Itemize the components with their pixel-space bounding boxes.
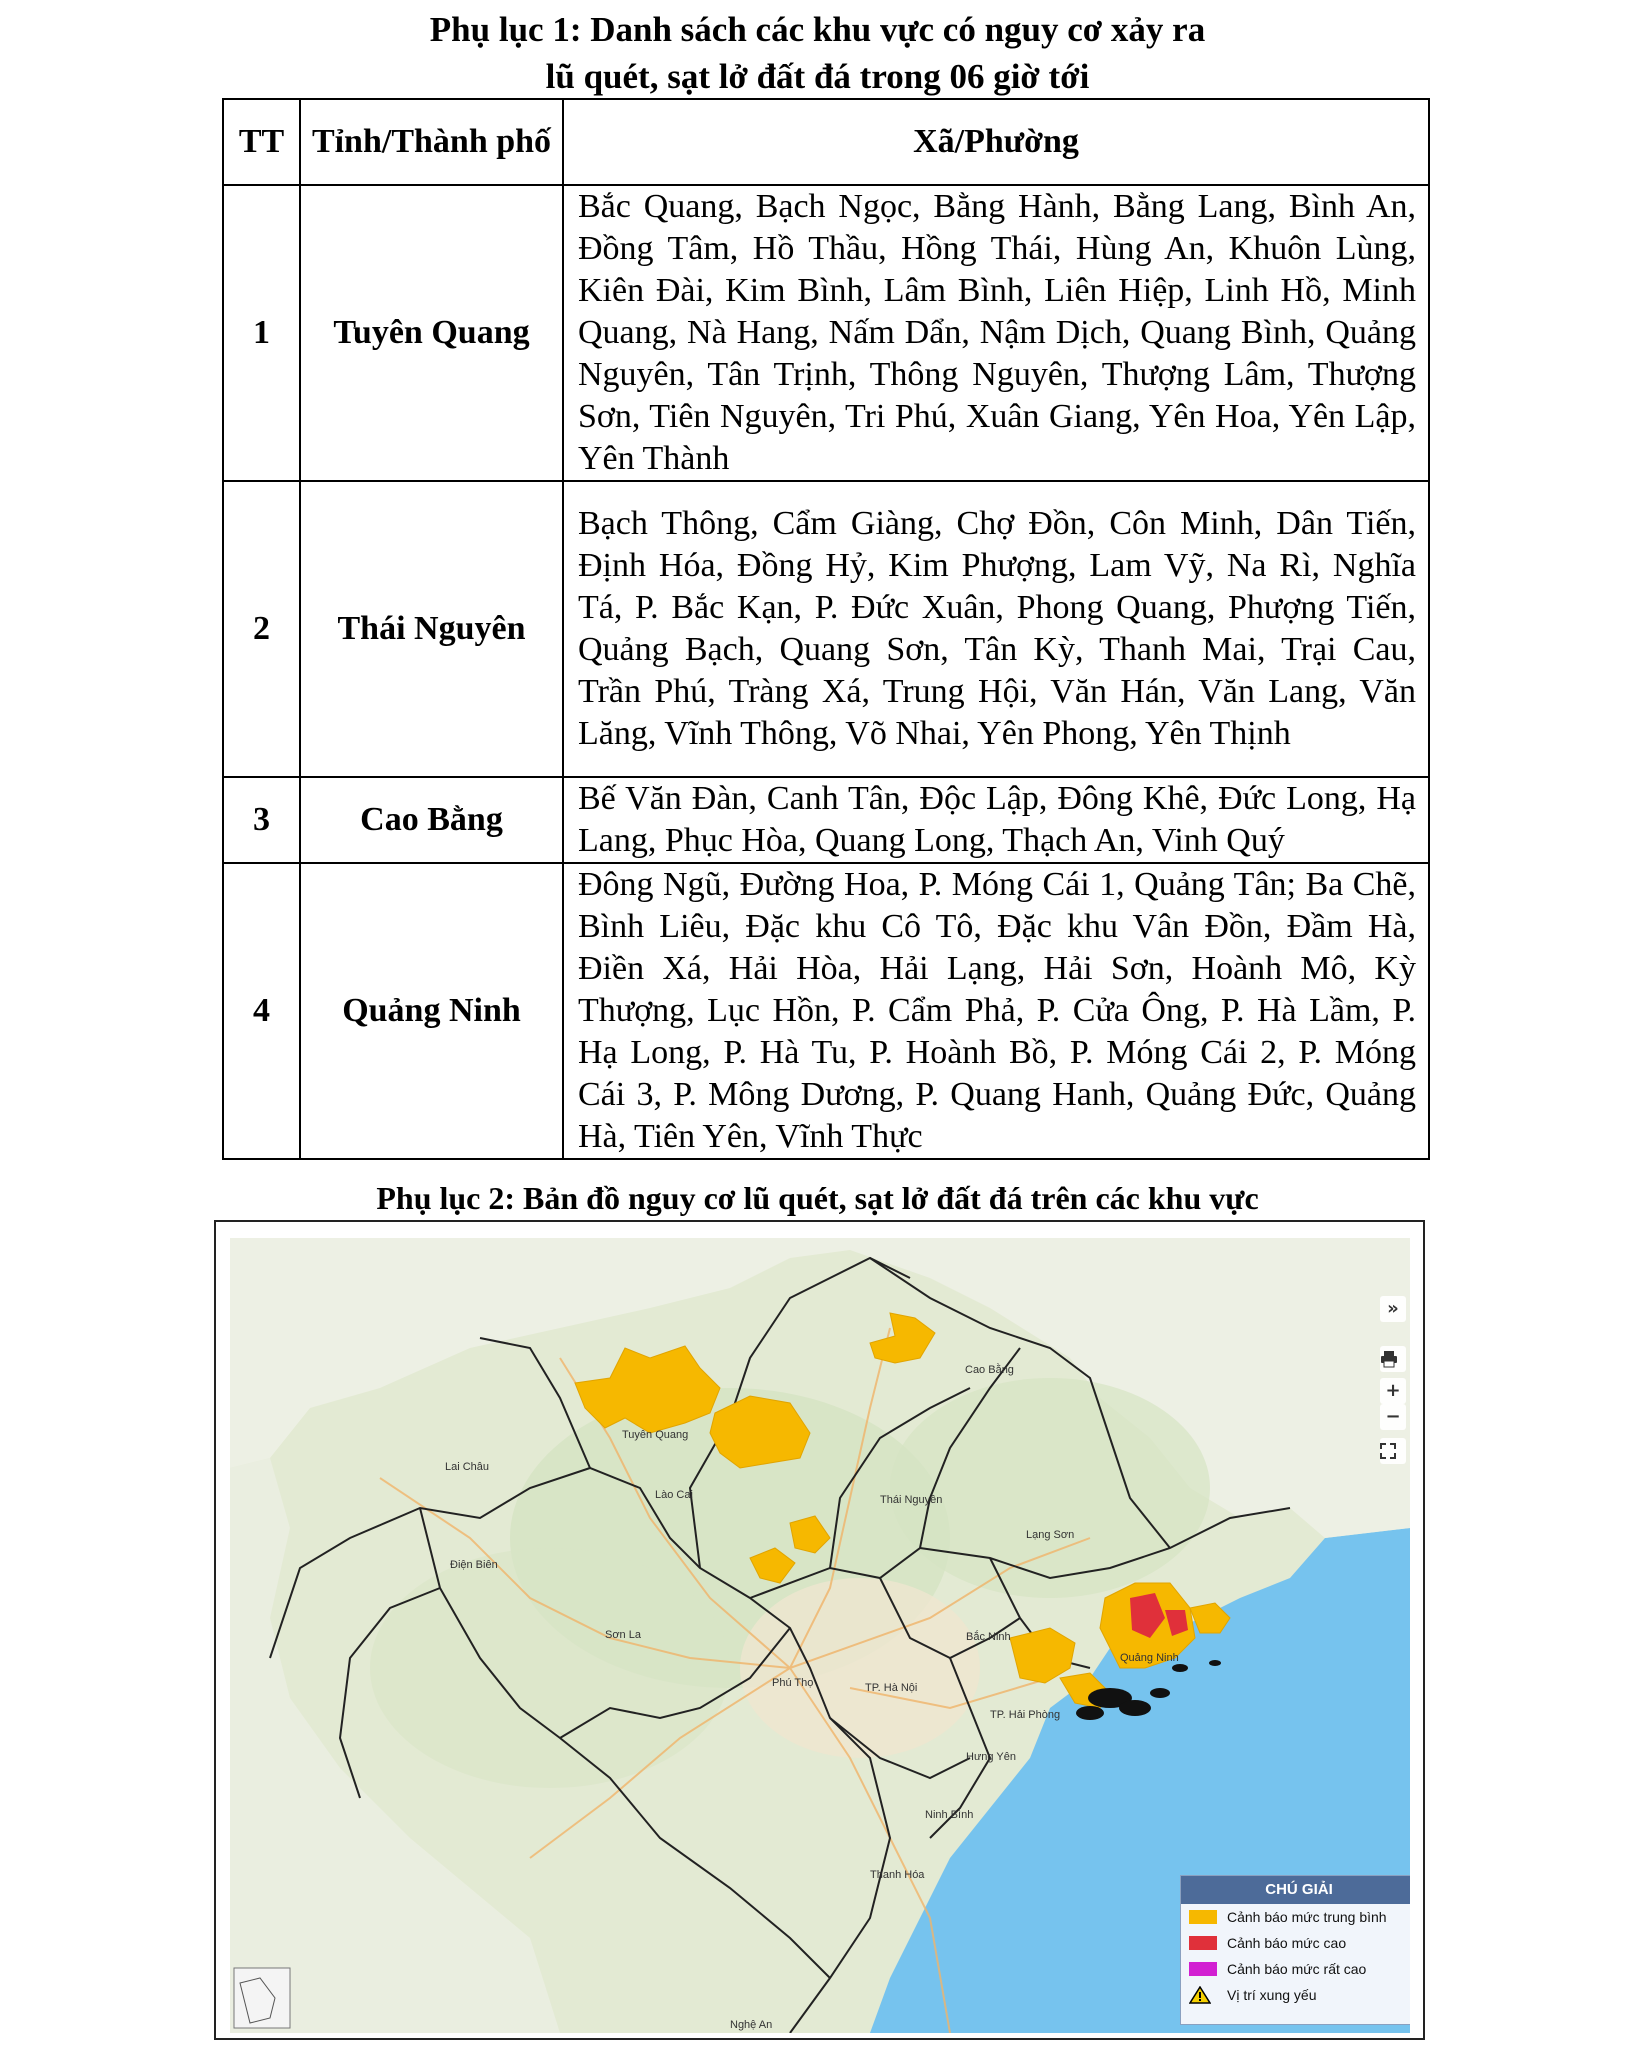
label-son-la: Sơn La <box>605 1629 641 1641</box>
map-legend <box>1180 1875 1410 2025</box>
row-number: 2 <box>223 481 300 777</box>
header-communes: Xã/Phường <box>563 99 1429 185</box>
label-thai-nguyen: Thái Nguyên <box>880 1494 943 1506</box>
label-thanh-hoa: Thanh Hóa <box>870 1869 925 1881</box>
legend-item-medium <box>1181 1904 1410 1930</box>
overview-minimap <box>234 1968 290 2028</box>
annex1-title-line1: Phụ lục 1: Danh sách các khu vực có nguy cơ xảy ra <box>429 10 1206 49</box>
header-province: Tỉnh/Thành phố <box>300 99 563 185</box>
row-number: 1 <box>223 185 300 481</box>
table-row <box>223 481 1429 777</box>
row-communes: Bắc Quang, Bạch Ngọc, Bằng Hành, Bằng Lang, Bình An, Đồng Tâm, Hồ Thầu, Hồng Thái, Hùng An, Khuôn Lùng, Kiên Đài, Kim Bình, Lâm Bình, Liên Hiệp, Linh Hồ, Minh Quang, Nà Hang, Nấm Dẩn, Nậm Dịch, Quang Bình, Quảng Nguyên, Tân Trịnh, Thông Nguyên, Thượng Lâm, Thượng Sơn, Tiên Nguyên, Tri Phú, Xuân Giang, Yên Hoa, Yên Lập, Yên Thành <box>563 185 1429 481</box>
label-ha-noi: TP. Hà Nội <box>865 1682 918 1694</box>
row-province: Thái Nguyên <box>300 481 563 777</box>
legend-label: Cảnh báo mức rất cao <box>1227 1961 1367 1977</box>
legend-label: Vị trí xung yếu <box>1227 1987 1317 2003</box>
legend-item-very-high <box>1181 1956 1410 1982</box>
row-communes: Đông Ngũ, Đường Hoa, P. Móng Cái 1, Quảng Tân; Ba Chẽ, Bình Liêu, Đặc khu Cô Tô, Đặc khu Vân Đồn, Đầm Hà, Điền Xá, Hải Hòa, Hải Lạng, Hải Sơn, Hoành Mô, Kỳ Thượng, Lục Hồn, P. Cẩm Phả, P. Cửa Ông, P. Hà Lầm, P. Hạ Long, P. Hà Tu, P. Hoành Bồ, P. Móng Cái 2, P. Móng Cái 3, P. Mông Dương, P. Quang Hanh, Quảng Đức, Quảng Hà, Tiên Yên, Vĩnh Thực <box>563 863 1429 1159</box>
risk-area-table <box>222 98 1430 1160</box>
header-tt: TT <box>223 99 300 185</box>
legend-title: CHÚ GIẢI <box>1181 1876 1410 1904</box>
label-hung-yen: Hưng Yên <box>966 1751 1016 1763</box>
row-province: Tuyên Quang <box>300 185 563 481</box>
warning-triangle-icon <box>1189 1986 1217 2004</box>
row-province: Cao Bằng <box>300 777 563 863</box>
legend-label: Cảnh báo mức trung bình <box>1227 1909 1387 1925</box>
label-quang-ninh: Quảng Ninh <box>1120 1652 1179 1664</box>
label-lai-chau: Lai Châu <box>445 1461 490 1473</box>
row-communes: Bạch Thông, Cẩm Giàng, Chợ Đồn, Côn Minh, Dân Tiến, Định Hóa, Đồng Hỷ, Kim Phượng, Lam Vỹ, Na Rì, Nghĩa Tá, P. Bắc Kạn, P. Đức Xuân, Phong Quang, Phượng Tiến, Quảng Bạch, Quang Sơn, Tân Kỳ, Thanh Mai, Trại Cau, Trần Phú, Tràng Xá, Trung Hội, Văn Hán, Văn Lang, Văn Lăng, Vĩnh Thông, Võ Nhai, Yên Phong, Yên Thịnh <box>563 481 1429 777</box>
annex1-title-line2: lũ quét, sạt lở đất đá trong 06 giờ tới <box>545 57 1090 96</box>
label-bac-ninh: Bắc Ninh <box>966 1631 1011 1643</box>
label-lao-cai: Lào Cai <box>655 1489 693 1501</box>
row-province: Quảng Ninh <box>300 863 563 1159</box>
print-icon[interactable] <box>1380 1346 1406 1372</box>
table-row <box>223 777 1429 863</box>
risk-map[interactable] <box>230 1238 1410 2033</box>
table-row <box>223 863 1429 1159</box>
row-number: 3 <box>223 777 300 863</box>
legend-item-high <box>1181 1930 1410 1956</box>
high-swatch <box>1189 1936 1217 1950</box>
expand-panel-button[interactable]: » <box>1380 1296 1406 1322</box>
row-communes: Bế Văn Đàn, Canh Tân, Độc Lập, Đông Khê, Đức Long, Hạ Lang, Phục Hòa, Quang Long, Thạch An, Vinh Quý <box>563 777 1429 863</box>
row-number: 4 <box>223 863 300 1159</box>
annex2-title: Phụ lục 2: Bản đồ nguy cơ lũ quét, sạt lở đất đá trên các khu vực <box>376 1180 1259 1216</box>
label-lang-son: Lạng Sơn <box>1026 1529 1075 1541</box>
map-frame <box>214 1220 1425 2040</box>
label-tuyen-quang: Tuyên Quang <box>622 1429 689 1441</box>
table-header-row <box>223 99 1429 185</box>
fullscreen-icon[interactable] <box>1380 1438 1406 1464</box>
label-phu-tho: Phú Thọ <box>772 1677 814 1689</box>
zoom-out-button[interactable]: − <box>1380 1404 1406 1430</box>
legend-item-vulnerable <box>1181 1982 1410 2008</box>
label-dien-bien: Điện Biên <box>450 1559 498 1571</box>
medium-swatch <box>1189 1910 1217 1924</box>
label-nghe-an: Nghệ An <box>730 2019 773 2031</box>
label-cao-bang: Cao Bằng <box>965 1364 1014 1376</box>
very-high-swatch <box>1189 1962 1217 1976</box>
zoom-in-button[interactable]: + <box>1380 1378 1406 1404</box>
table-row <box>223 185 1429 481</box>
legend-label: Cảnh báo mức cao <box>1227 1935 1347 1951</box>
label-ninh-binh: Ninh Bình <box>925 1809 974 1821</box>
label-hai-phong: TP. Hải Phòng <box>990 1709 1061 1721</box>
